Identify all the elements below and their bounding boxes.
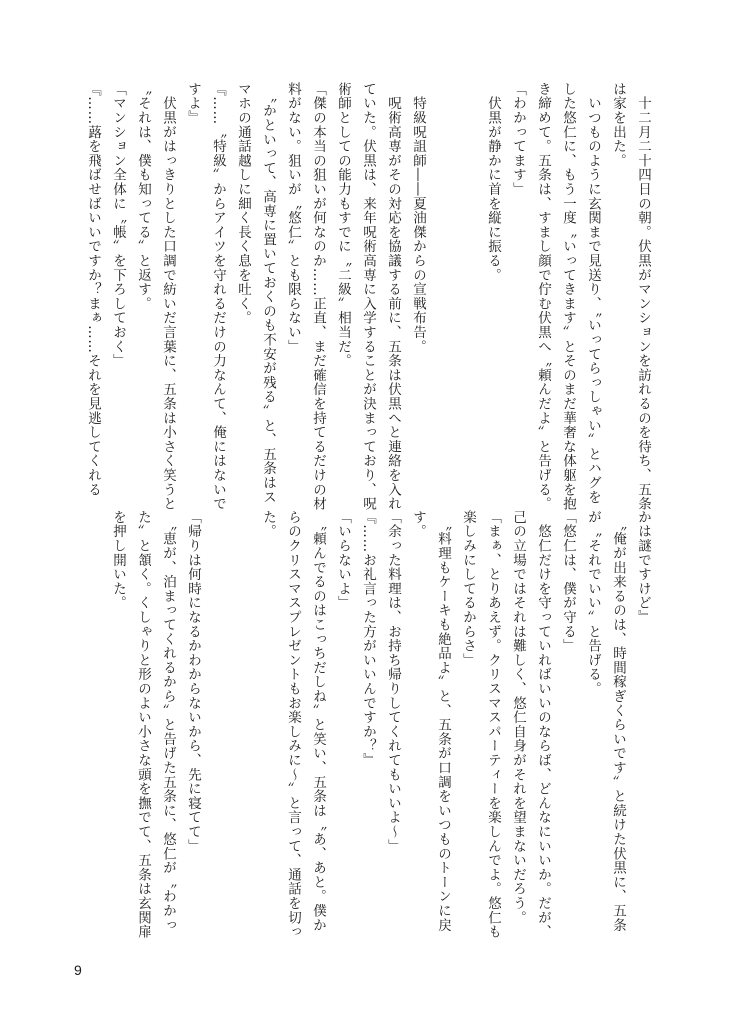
text-line: 術師としての能力もすでに〝二級〟相当だ。 xyxy=(335,82,351,368)
blank-line xyxy=(430,82,455,502)
text-line: 料がない。狙いが〝悠仁〟とも限らない」 xyxy=(285,82,301,354)
text-line: 〝恵が、泊まってくれるから〟と告げた五条に、悠仁が〝わかっ xyxy=(160,510,176,933)
text-line: 呪術高専がその対応を協議する前に、五条は伏黒へと連絡を入れ xyxy=(385,82,401,511)
text-line: す。 xyxy=(410,510,426,539)
text-line: 〝かといって、高専に置いておくのも不安が残る〟と、五条はス xyxy=(260,82,276,505)
text-line: 「マンション全体に〝帳〟を下ろしておく」 xyxy=(110,82,126,368)
text-line: が〝それでいい〟と告げる。 xyxy=(585,510,601,696)
text-line: かは謎ですけど』 xyxy=(635,510,651,625)
text-line: 「余った料理は、お持ち帰りしてくれてもいいよ～」 xyxy=(385,510,401,854)
text-line: 『……〝特級〟からアイツを守れるだけの力なんて、俺にはないで xyxy=(210,82,226,511)
page-number: 9 xyxy=(74,962,82,978)
text-line: 伏黒が静かに首を縦に振る。 xyxy=(485,82,501,283)
text-line: を押し開いた。 xyxy=(110,510,126,611)
text-line: 伏黒がはっきりとした口調で紡いだ言葉に、五条は小さく笑うと xyxy=(160,82,176,511)
text-line: 己の立場ではそれは難しく、悠仁自身がそれを望まないだろう。 xyxy=(510,510,526,925)
text-line: いつものように玄関まで見送り、〝いってらっしゃい〟とハグを xyxy=(585,82,601,505)
text-line: た。 xyxy=(260,510,276,539)
text-line: 十二月二十四日の朝。伏黒がマンションを訪れるのを待ち、五条 xyxy=(635,82,651,511)
text-line: 「わかってます」 xyxy=(510,82,526,197)
text-line: 『……蕗を飛ばせばいいですか？まぁ……それを見逃してくれる xyxy=(85,82,101,497)
text-line: は家を出た。 xyxy=(610,82,626,168)
upper-text-column xyxy=(80,82,655,511)
text-line: 「まぁ、とりあえず。クリスマスパーティーを楽しんでよ。悠仁も xyxy=(485,510,501,939)
text-line: 〝それは、僕も知ってる〟と返す。 xyxy=(135,82,151,311)
text-line: 「帰りは何時になるかわからないから、先に寝てて」 xyxy=(185,510,201,854)
text-line: 特級呪詛師――夏油傑からの宣戦布告。 xyxy=(410,82,426,354)
text-line: マホの通話越しに細く長く息を吐く。 xyxy=(235,82,251,326)
text-line: すよ』 xyxy=(185,82,201,125)
blank-line xyxy=(455,82,480,502)
text-line: た〟と頷く。くしゃりと形のよい小さな頭を撫でて、五条は玄関扉 xyxy=(135,510,151,939)
text-line: 〝料理もケーキも絶品よ〟と、五条が口調をいつものトーンに戻 xyxy=(435,510,451,933)
text-line: き締めて。五条は、すまし顔で佇む伏黒へ〝頼んだよ〟と告げる。 xyxy=(535,82,551,511)
text-line: 楽しみにしてるからさ」 xyxy=(460,510,476,668)
text-line: 『……お礼言った方がいいんですか？』 xyxy=(360,510,376,768)
text-line: ていた。伏黒は、来年呪術高専に入学することが決まっており、呪 xyxy=(360,82,376,511)
text-line: 悠仁だけを守っていればいいのならば、どんなにいいか。だが、 xyxy=(535,510,551,939)
text-line: 「悠仁は、僕が守る」 xyxy=(560,510,576,653)
text-line: 〝俺が出来るのは、時間稼ぎくらいです〟と続けた伏黒に、五条 xyxy=(610,510,626,933)
text-line: 〝頼んでるのはこっちだしね〟と笑い、五条は〝あ、あと。僕か xyxy=(310,510,326,933)
text-line: 「いらないよ」 xyxy=(335,510,351,611)
text-line: らのクリスマスプレゼントもお楽しみに～〟と言って、通話を切っ xyxy=(285,510,301,939)
text-line: した悠仁に、もう一度〝いってきます〟とそのまだ華奢な体躯を抱 xyxy=(560,82,576,511)
text-line: 「傑の本当の狙いが何なのか……正直、まだ確信を持てるだけの材 xyxy=(310,82,326,511)
lower-text-column xyxy=(105,510,655,950)
blank-line xyxy=(230,510,255,950)
blank-line xyxy=(205,510,230,950)
